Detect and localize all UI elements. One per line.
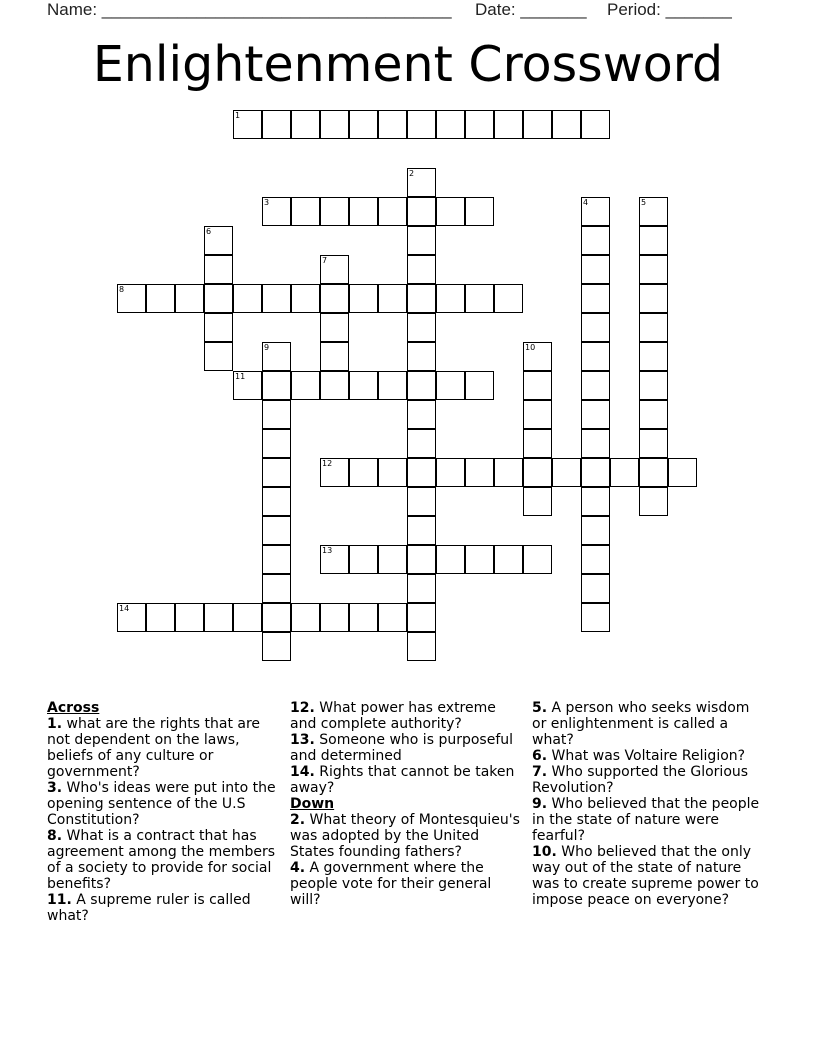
clue-text: What was Voltaire Religion? — [547, 748, 746, 764]
grid-cell[interactable] — [262, 197, 291, 226]
grid-cell[interactable] — [262, 545, 291, 574]
grid-cell[interactable] — [407, 516, 436, 545]
grid-cell[interactable] — [378, 458, 407, 487]
grid-cell[interactable] — [349, 110, 378, 139]
grid-cell[interactable] — [262, 632, 291, 661]
page-title: Enlightenment Crossword — [92, 36, 724, 93]
grid-cell[interactable] — [233, 110, 262, 139]
worksheet-header — [0, 0, 816, 22]
grid-cell[interactable] — [146, 603, 175, 632]
grid-cell[interactable] — [639, 255, 668, 284]
grid-cell[interactable] — [320, 197, 349, 226]
grid-cell[interactable] — [465, 284, 494, 313]
grid-cell[interactable] — [291, 284, 320, 313]
grid-cell[interactable] — [320, 255, 349, 284]
grid-cell[interactable] — [581, 545, 610, 574]
clue-item — [47, 892, 283, 924]
grid-cell[interactable] — [581, 313, 610, 342]
grid-cell[interactable] — [494, 545, 523, 574]
grid-cell[interactable] — [262, 429, 291, 458]
grid-cell[interactable] — [262, 516, 291, 545]
grid-cell[interactable] — [436, 197, 465, 226]
grid-cell[interactable] — [668, 458, 697, 487]
grid-cell[interactable] — [117, 603, 146, 632]
cell-number: 8 — [119, 285, 125, 294]
grid-cell[interactable] — [262, 574, 291, 603]
grid-cell[interactable] — [262, 110, 291, 139]
grid-cell[interactable] — [233, 603, 262, 632]
cell-number: 3 — [264, 198, 270, 207]
grid-cell[interactable] — [349, 371, 378, 400]
grid-cell[interactable] — [523, 545, 552, 574]
grid-cell[interactable] — [262, 400, 291, 429]
grid-cell[interactable] — [581, 516, 610, 545]
grid-cell[interactable] — [552, 110, 581, 139]
grid-cell[interactable] — [378, 371, 407, 400]
clue-item — [290, 812, 526, 860]
grid-cell[interactable] — [436, 458, 465, 487]
grid-cell[interactable] — [436, 110, 465, 139]
clue-text: A supreme ruler is called what? — [47, 892, 251, 924]
grid-cell[interactable] — [349, 284, 378, 313]
grid-cell[interactable] — [523, 342, 552, 371]
grid-cell[interactable] — [465, 545, 494, 574]
grid-cell[interactable] — [262, 342, 291, 371]
grid-cell[interactable] — [291, 197, 320, 226]
grid-cell[interactable] — [378, 110, 407, 139]
grid-cell[interactable] — [465, 110, 494, 139]
grid-cell[interactable] — [407, 226, 436, 255]
grid-cell[interactable] — [204, 342, 233, 371]
grid-cell[interactable] — [581, 458, 610, 487]
grid-cell[interactable] — [146, 284, 175, 313]
grid-cell[interactable] — [523, 371, 552, 400]
down-heading: Down — [290, 796, 335, 812]
grid-cell[interactable] — [407, 110, 436, 139]
clue-number: 13. — [290, 732, 315, 748]
grid-cell[interactable] — [639, 371, 668, 400]
grid-cell[interactable] — [349, 197, 378, 226]
clue-number: 8. — [47, 828, 63, 844]
cell-number: 13 — [322, 546, 333, 555]
grid-cell[interactable] — [494, 284, 523, 313]
clue-item — [290, 860, 526, 908]
clue-number: 5. — [532, 700, 548, 716]
grid-cell[interactable] — [523, 429, 552, 458]
grid-cell[interactable] — [581, 197, 610, 226]
grid-cell[interactable] — [407, 371, 436, 400]
grid-cell[interactable] — [407, 429, 436, 458]
cell-number: 10 — [525, 343, 536, 352]
grid-cell[interactable] — [407, 168, 436, 197]
grid-cell[interactable] — [581, 110, 610, 139]
grid-cell[interactable] — [204, 226, 233, 255]
grid-cell[interactable] — [407, 574, 436, 603]
clue-text: Who supported the Glorious Revolution? — [532, 764, 749, 796]
clues-column-1 — [47, 700, 283, 924]
clue-text: What theory of Montesquieu's was adopted by the United States founding fathers? — [290, 812, 520, 860]
clue-number: 6. — [532, 748, 548, 764]
clue-text: A person who seeks wisdom or enlightenment is called a what? — [532, 700, 750, 748]
grid-cell[interactable] — [320, 371, 349, 400]
grid-cell[interactable] — [204, 255, 233, 284]
clue-text: Who's ideas were put into the opening sentence of the U.S Constitution? — [47, 780, 276, 828]
grid-cell[interactable] — [262, 603, 291, 632]
grid-cell[interactable] — [175, 603, 204, 632]
grid-cell[interactable] — [175, 284, 204, 313]
clue-item — [290, 764, 526, 796]
grid-cell[interactable] — [523, 487, 552, 516]
clue-number: 12. — [290, 700, 315, 716]
cell-number: 6 — [206, 227, 212, 236]
grid-cell[interactable] — [407, 342, 436, 371]
grid-cell[interactable] — [639, 458, 668, 487]
grid-cell[interactable] — [407, 632, 436, 661]
clue-number: 7. — [532, 764, 548, 780]
grid-cell[interactable] — [436, 284, 465, 313]
clue-number: 10. — [532, 844, 557, 860]
grid-cell[interactable] — [204, 284, 233, 313]
grid-cell[interactable] — [581, 342, 610, 371]
clues-column-3 — [532, 700, 762, 908]
grid-cell[interactable] — [407, 487, 436, 516]
grid-cell[interactable] — [378, 197, 407, 226]
clue-item — [290, 732, 526, 764]
grid-cell[interactable] — [494, 458, 523, 487]
grid-cell[interactable] — [436, 545, 465, 574]
clue-item — [532, 700, 762, 748]
grid-cell[interactable] — [581, 255, 610, 284]
grid-cell[interactable] — [320, 342, 349, 371]
grid-cell[interactable] — [639, 342, 668, 371]
clues-column-2 — [290, 700, 526, 908]
clue-text: What is a contract that has agreement among the members of a society to provide for social benefits? — [47, 828, 276, 892]
grid-cell[interactable] — [262, 284, 291, 313]
grid-cell[interactable] — [581, 400, 610, 429]
grid-cell[interactable] — [610, 458, 639, 487]
grid-cell[interactable] — [262, 458, 291, 487]
cell-number: 7 — [322, 256, 328, 265]
grid-cell[interactable] — [349, 603, 378, 632]
clue-number: 11. — [47, 892, 72, 908]
period-field[interactable]: Period: _______ — [607, 0, 732, 19]
grid-cell[interactable] — [639, 487, 668, 516]
clue-text: A government where the people vote for their general will? — [290, 860, 492, 908]
clue-number: 3. — [47, 780, 63, 796]
grid-cell[interactable] — [233, 371, 262, 400]
grid-cell[interactable] — [262, 487, 291, 516]
grid-cell[interactable] — [320, 603, 349, 632]
clue-number: 4. — [290, 860, 306, 876]
grid-cell[interactable] — [552, 458, 581, 487]
clue-item — [532, 764, 762, 796]
grid-cell[interactable] — [407, 458, 436, 487]
grid-cell[interactable] — [523, 400, 552, 429]
grid-cell[interactable] — [581, 429, 610, 458]
grid-cell[interactable] — [639, 313, 668, 342]
grid-cell[interactable] — [378, 603, 407, 632]
grid-cell[interactable] — [349, 458, 378, 487]
grid-cell[interactable] — [639, 226, 668, 255]
grid-cell[interactable] — [523, 110, 552, 139]
grid-cell[interactable] — [204, 313, 233, 342]
grid-cell[interactable] — [320, 458, 349, 487]
cell-number: 12 — [322, 459, 333, 468]
clue-item — [47, 828, 283, 892]
grid-cell[interactable] — [581, 574, 610, 603]
cell-number: 9 — [264, 343, 270, 352]
clue-item — [532, 844, 762, 908]
grid-cell[interactable] — [320, 284, 349, 313]
clue-text: Who believed that the people in the state of nature were fearful? — [532, 796, 760, 844]
clue-item — [47, 716, 283, 780]
grid-cell[interactable] — [262, 371, 291, 400]
clue-text: What power has extreme and complete authority? — [290, 700, 496, 732]
clue-item — [290, 700, 526, 732]
date-field[interactable]: Date: _______ — [475, 0, 587, 19]
grid-cell[interactable] — [639, 429, 668, 458]
grid-cell[interactable] — [639, 284, 668, 313]
grid-cell[interactable] — [581, 487, 610, 516]
grid-cell[interactable] — [465, 371, 494, 400]
grid-cell[interactable] — [378, 545, 407, 574]
grid-cell[interactable] — [407, 197, 436, 226]
cell-number: 4 — [583, 198, 589, 207]
grid-cell[interactable] — [581, 284, 610, 313]
grid-cell[interactable] — [320, 545, 349, 574]
grid-cell[interactable] — [407, 400, 436, 429]
clue-text: Rights that cannot be taken away? — [290, 764, 515, 796]
clue-text: what are the rights that are not dependent on the laws, beliefs of any culture or government? — [47, 716, 261, 780]
clue-item — [47, 780, 283, 828]
grid-cell[interactable] — [117, 284, 146, 313]
grid-cell[interactable] — [581, 603, 610, 632]
grid-cell[interactable] — [639, 400, 668, 429]
clue-text: Who believed that the only way out of the state of nature was to create supreme power to impose peace on everyone? — [532, 844, 759, 908]
clue-number: 9. — [532, 796, 548, 812]
clue-number: 14. — [290, 764, 315, 780]
grid-cell[interactable] — [407, 603, 436, 632]
clue-text: Someone who is purposeful and determined — [290, 732, 514, 764]
cell-number: 2 — [409, 169, 415, 178]
grid-cell[interactable] — [581, 226, 610, 255]
grid-cell[interactable] — [204, 603, 233, 632]
across-heading: Across — [47, 700, 100, 716]
name-field[interactable]: Name: _____________________________________ — [47, 0, 452, 19]
grid-cell[interactable] — [465, 458, 494, 487]
grid-cell[interactable] — [291, 603, 320, 632]
grid-cell[interactable] — [378, 284, 407, 313]
grid-cell[interactable] — [407, 313, 436, 342]
clue-number: 1. — [47, 716, 63, 732]
grid-cell[interactable] — [523, 458, 552, 487]
grid-cell[interactable] — [407, 284, 436, 313]
clue-item — [532, 748, 762, 764]
clue-number: 2. — [290, 812, 306, 828]
grid-cell[interactable] — [320, 313, 349, 342]
grid-cell[interactable] — [639, 197, 668, 226]
cell-number: 5 — [641, 198, 647, 207]
grid-cell[interactable] — [291, 110, 320, 139]
grid-cell[interactable] — [494, 110, 523, 139]
clue-item — [532, 796, 762, 844]
grid-cell[interactable] — [436, 371, 465, 400]
grid-cell[interactable] — [465, 197, 494, 226]
grid-cell[interactable] — [407, 255, 436, 284]
cell-number: 1 — [235, 111, 241, 120]
grid-cell[interactable] — [581, 371, 610, 400]
cell-number: 11 — [235, 372, 246, 381]
grid-cell[interactable] — [320, 110, 349, 139]
grid-cell[interactable] — [233, 284, 262, 313]
grid-cell[interactable] — [349, 545, 378, 574]
cell-number: 14 — [119, 604, 130, 613]
grid-cell[interactable] — [291, 371, 320, 400]
grid-cell[interactable] — [407, 545, 436, 574]
